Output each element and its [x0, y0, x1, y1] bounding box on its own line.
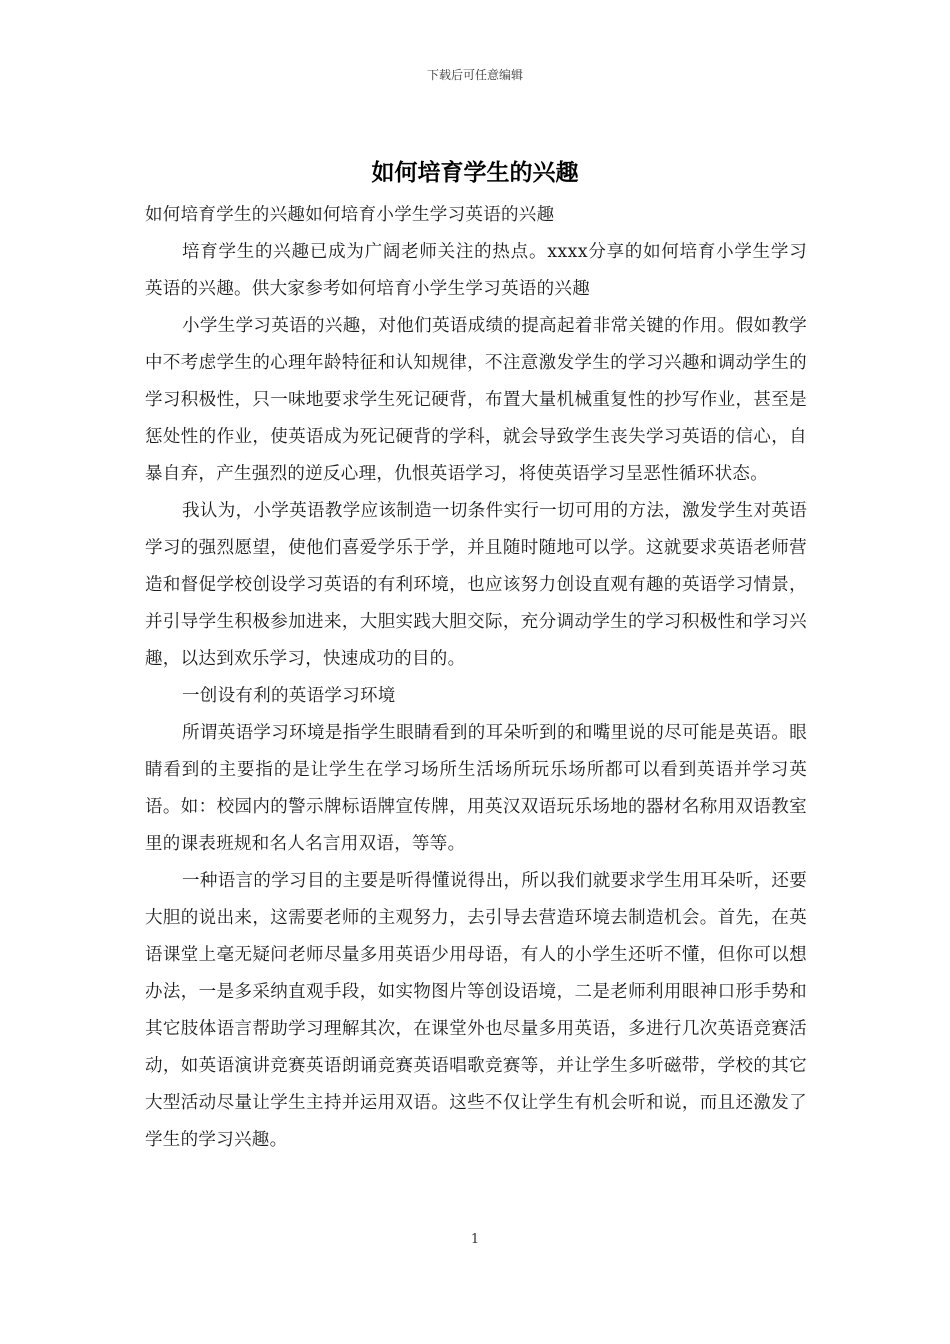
document-title: 如何培育学生的兴趣 [371, 159, 579, 186]
paragraph: 小学生学习英语的兴趣，对他们英语成绩的提高起着非常关键的作用。假如教学中不考虑学生的心理年龄特征和认知规律，不注意激发学生的学习兴趣和调动学生的学习积极性，只一味地要求学生死记硬背，布置大量机械重复性的抄写作业，甚至是惩处性的作业，使英语成为死记硬背的学科，就会导致学生丧失学习英语的信心，自暴自弃，产生强烈的逆反心理，仇恨英语学习，将使英语学习呈恶性循环状态。 [145, 316, 807, 484]
paragraph: 一种语言的学习目的主要是听得懂说得出，所以我们就要求学生用耳朵听，还要大胆的说出来，这需要老师的主观努力，去引导去营造环境去制造机会。首先，在英语课堂上毫无疑问老师尽量多用英语少用母语，有人的小学生还听不懂，但你可以想办法，一是多采纳直观手段，如实物图片等创设语境，二是老师利用眼神口形手势和其它肢体语言帮助学习理解其次，在课堂外也尽量多用英语，多进行几次英语竞赛活动，如英语演讲竞赛英语朗诵竞赛英语唱歌竞赛等，并让学生多听磁带，学校的其它大型活动尽量让学生主持并运用双语。这些不仅让学生有机会听和说，而且还激发了学生的学习兴趣。 [145, 871, 807, 1150]
subtitle-line: 如何培育学生的兴趣如何培育小学生学习英语的兴趣 [145, 205, 555, 225]
header-note: 下载后可任意编辑 [426, 68, 523, 82]
section-heading: 一创设有利的英语学习环境 [182, 686, 396, 706]
paragraph: 所谓英语学习环境是指学生眼睛看到的耳朵听到的和嘴里说的尽可能是英语。眼睛看到的主要指的是让学生在学习场所生活场所玩乐场所都可以看到英语并学习英语。如：校园内的警示牌标语牌宣传牌，用英汉双语玩乐场地的器材名称用双语教室里的课表班规和名人名言用双语，等等。 [145, 723, 807, 854]
paragraph: 我认为，小学英语教学应该制造一切条件实行一切可用的方法，激发学生对英语学习的强烈愿望，使他们喜爱学乐于学，并且随时随地可以学。这就要求英语老师营造和督促学校创设学习英语的有利环境，也应该努力创设直观有趣的英语学习情景，并引导学生积极参加进来，大胆实践大胆交际，充分调动学生的学习积极性和学习兴趣，以达到欢乐学习，快速成功的目的。 [145, 501, 807, 669]
document-body [145, 197, 807, 1159]
paragraph: 培育学生的兴趣已成为广阔老师关注的热点。xxxx分享的如何培育小学生学习英语的兴趣。供大家参考如何培育小学生学习英语的兴趣 [145, 242, 807, 299]
page-number: 1 [470, 1232, 480, 1247]
